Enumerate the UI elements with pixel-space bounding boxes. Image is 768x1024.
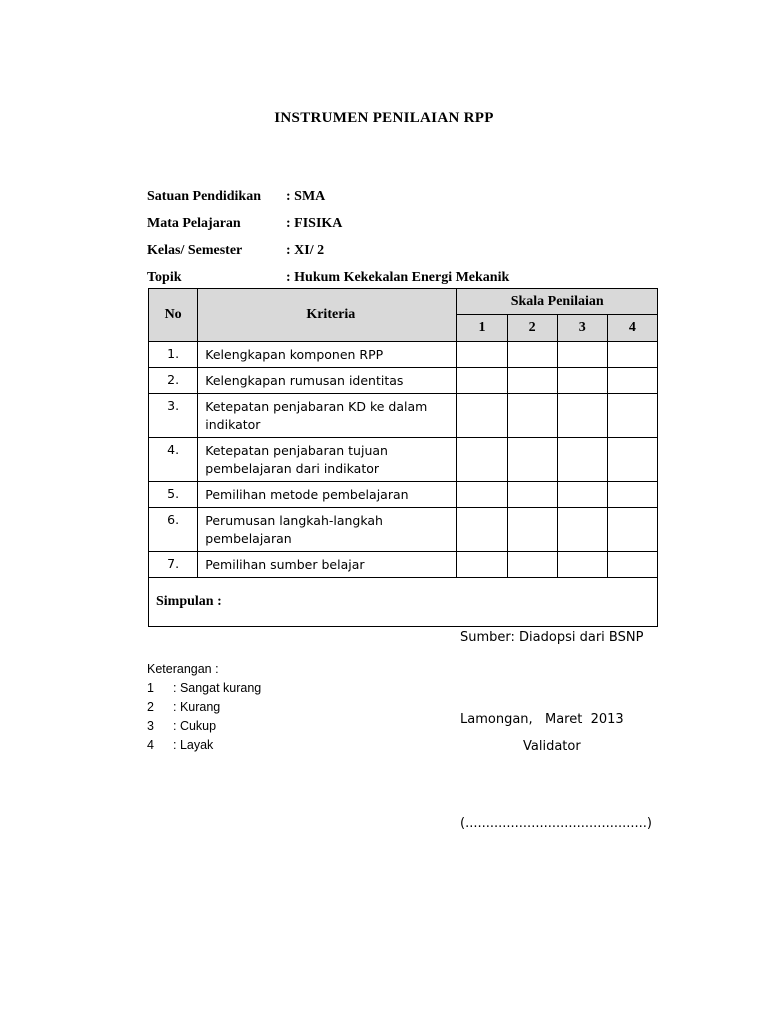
keterangan-text: : Sangat kurang [173,681,262,695]
header-kriteria: Kriteria [198,289,457,342]
info-label-mapel: Mata Pelajaran [147,216,241,231]
score-cell[interactable] [557,552,607,578]
score-cell[interactable] [457,342,507,368]
score-cell[interactable] [507,394,557,438]
row-kriteria: Pemilihan metode pembelajaran [198,482,457,508]
score-cell[interactable] [557,508,607,552]
table-row [149,368,658,394]
score-cell[interactable] [607,394,657,438]
score-cell[interactable] [557,342,607,368]
table-row [149,438,658,482]
table-row [149,482,658,508]
info-label-kelas: Kelas/ Semester [147,243,243,258]
signature-date: Maret 2013 [545,712,624,727]
score-cell[interactable] [507,508,557,552]
header-no: No [149,289,198,342]
keterangan-text: : Layak [173,738,214,752]
keterangan-title: Keterangan : [147,662,219,676]
row-kriteria: Kelengkapan komponen RPP [198,342,457,368]
keterangan-item [147,681,261,695]
row-no: 6. [149,508,198,552]
header-scale-1: 1 [457,315,507,342]
score-cell[interactable] [457,394,507,438]
simpulan-row [149,578,658,627]
info-value-satuan: : SMA [286,189,326,204]
keterangan-text: : Cukup [173,719,217,733]
score-cell[interactable] [507,482,557,508]
table-row [149,394,658,438]
table-row [149,342,658,368]
score-cell[interactable] [607,482,657,508]
keterangan-item [147,738,213,752]
table-row [149,508,658,552]
score-cell[interactable] [557,482,607,508]
row-kriteria: Kelengkapan rumusan identitas [198,368,457,394]
score-cell[interactable] [557,394,607,438]
header-scale-2: 2 [507,315,557,342]
score-cell[interactable] [557,438,607,482]
row-kriteria: Perumusan langkah-langkah pembelajaran [198,508,457,552]
table-row [149,552,658,578]
info-label-topik: Topik [147,270,182,285]
keterangan-num: 1 [147,681,154,695]
keterangan-num: 4 [147,738,154,752]
keterangan-item [147,700,220,714]
row-no: 2. [149,368,198,394]
keterangan-item [147,719,216,733]
signature-place: Lamongan, [460,712,533,727]
document-title: INSTRUMEN PENILAIAN RPP [274,110,494,126]
source-note: Sumber: Diadopsi dari BSNP [460,630,644,645]
info-value-topik: : Hukum Kekekalan Energi Mekanik [286,270,510,285]
header-skala: Skala Penilaian [457,289,658,315]
header-scale-3: 3 [557,315,607,342]
header-scale-4: 4 [607,315,657,342]
score-cell[interactable] [557,368,607,394]
score-cell[interactable] [457,438,507,482]
score-cell[interactable] [457,368,507,394]
signature-name-line: (............................................) [460,816,652,831]
keterangan-text: : Kurang [173,700,221,714]
row-no: 3. [149,394,198,438]
score-cell[interactable] [507,368,557,394]
score-cell[interactable] [457,508,507,552]
keterangan-num: 3 [147,719,154,733]
row-no: 4. [149,438,198,482]
row-no: 7. [149,552,198,578]
row-no: 1. [149,342,198,368]
score-cell[interactable] [607,368,657,394]
score-cell[interactable] [507,552,557,578]
row-no: 5. [149,482,198,508]
signature-role: Validator [523,739,581,754]
row-kriteria: Ketepatan penjabaran KD ke dalam indikator [198,394,457,438]
keterangan-num: 2 [147,700,154,714]
score-cell[interactable] [457,482,507,508]
score-cell[interactable] [507,342,557,368]
row-kriteria: Pemilihan sumber belajar [198,552,457,578]
score-cell[interactable] [457,552,507,578]
score-cell[interactable] [607,552,657,578]
info-value-kelas: : XI/ 2 [286,243,325,258]
info-label-satuan: Satuan Pendidikan [147,189,261,204]
score-cell[interactable] [607,438,657,482]
score-cell[interactable] [607,342,657,368]
simpulan-label[interactable]: Simpulan : [149,578,658,627]
row-kriteria: Ketepatan penjabaran tujuan pembelajaran dari indikator [198,438,457,482]
score-cell[interactable] [607,508,657,552]
score-cell[interactable] [507,438,557,482]
assessment-table [148,288,658,627]
info-value-mapel: : FISIKA [286,216,343,231]
